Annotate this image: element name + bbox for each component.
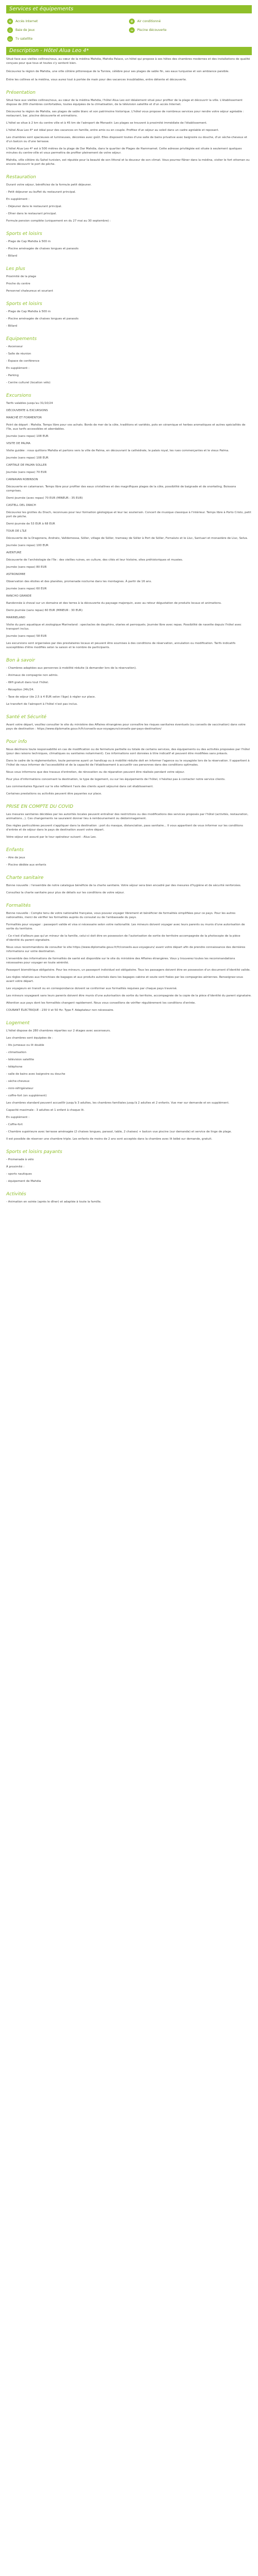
section-paragraph: Les mesures sanitaires décidées par les autorités locales peuvent entraîner des restrictions ou des modifications des services proposés par l'hôtel (activités, restauration, animations...). Ces changements ne sauraient donner lieu à remboursement ou dédommagement. — [6, 813, 249, 820]
section-paragraph: En supplément : — [6, 1116, 29, 1119]
section-sante — [6, 715, 252, 731]
section-paragraph: Les règles relatives aux franchises de bagages et aux produits autorisés dans les bagages cabine et soute sont fixées par les compagnies aériennes. Renseignez-vous avant votre départ. — [6, 976, 243, 983]
section-sports — [6, 231, 252, 258]
section-title: Excursions — [6, 393, 31, 398]
service-label: Piscine découverte — [137, 28, 167, 32]
section-charte — [6, 875, 252, 895]
section-paragraph: - Piscine aménagée de chaises longues et parasols — [6, 317, 79, 320]
section-paragraph: - salle de bains avec baignoire ou douche — [6, 1073, 66, 1076]
services-list — [6, 15, 252, 47]
section-paragraph: Demi-journée (sans repas) 60 EUR (MINEUR : 30 EUR) — [6, 609, 83, 612]
bath-icon: ♨ — [7, 27, 13, 33]
section-paragraph: Mahdia, ville côtière du Sahel tunisien, est réputée pour la beauté de son littoral et la douceur de son climat. Vous pourrez flâner dans la médina, visiter le fort ottoman ou encore découvrir le port de pêche. — [6, 159, 250, 166]
section-paragraph: L'hôtel se situe à 2 km du centre ville et à 45 km de l'aéroport de Monastir. Les plages se trouvent à proximité immédiate de l'établissement. — [6, 122, 207, 125]
section-title: Charte sanitaire — [6, 875, 44, 880]
section-paragraph: MARINELAND — [6, 616, 25, 619]
section-paragraph: Bonne nouvelle : Compte tenu de votre nationalité française, vous pouvez voyager librement et bénéficier de formalités simplifiées pour ce pays. Pour les autres nationalités, merci de vérifier les formalités auprès du consulat ou de l'ambassade du pays. — [6, 912, 236, 919]
section-paragraph: Les chambres sont équipées de : — [6, 1037, 53, 1040]
section-pourinfo — [6, 739, 252, 796]
section-paragraph: Randonnée à cheval sur un domaine et des terres à la découverte du paysage majorquin, avec au retour dégustation de produits locaux et animations. — [6, 602, 222, 605]
section-paragraph: - Ascenseur — [6, 345, 23, 348]
section-excursions — [6, 393, 252, 650]
section-paragraph: Certaines prestations ou activités peuvent être payantes sur place. — [6, 792, 102, 795]
aircon-icon: ❄ — [129, 19, 135, 24]
service-item — [7, 27, 129, 33]
section-paragraph: ASTRONOMIE — [6, 573, 26, 576]
section-paragraph: Attention aux pays dont les formalités changent rapidement. Nous vous conseillons de vérifier régulièrement les conditions d'entrée. — [6, 1002, 196, 1005]
section-paragraph: - Promenade à vélo — [6, 1158, 34, 1161]
section-paragraph: Les excursions sont organisées par des prestataires locaux et peuvent être soumises à des conditions de réservation, annulation ou modification. Tarifs indicatifs susceptibles d'être modifiés selon la saison et le nombre de participants. — [6, 642, 236, 649]
section-title: Restauration — [6, 175, 36, 180]
intro-paragraph: Découvrez la région de Mahdia, une ville côtière pittoresque de la Tunisie, célèbre pour ses plages de sable fin, ses eaux turquoise et son ambiance paisible. — [6, 70, 230, 73]
section-paragraph: Demi-journée (avec repas) 70 EUR (MINEUR : 35 EUR) — [6, 497, 83, 500]
tv-icon: ▭ — [7, 36, 13, 42]
section-paragraph: À proximité : — [6, 1165, 25, 1168]
section-paragraph: - sports nautiques — [6, 1173, 32, 1176]
section-paragraph: - Billard — [6, 255, 18, 258]
service-item — [7, 36, 129, 42]
section-paragraph: Nous vous informons que des travaux d'entretien, de rénovation ou de réparation peuvent être réalisés pendant votre séjour. — [6, 771, 185, 774]
section-title: Sports et loisirs payants — [6, 1149, 62, 1155]
section-paragraph: L'hôtel dispose de 280 chambres réparties sur 2 étages avec ascenseurs. — [6, 1029, 111, 1032]
section-equipements — [6, 336, 252, 385]
intro-paragraph: Situé face aux vieilles collines/nous, au cœur de la médina Mahdia, Mahdia Palace, un hôtel qui propose à ses hôtes des chambres modernes et des installations de qualité conçues pour que tous et toutes s'y sentent bien. — [6, 58, 250, 65]
section-paragraph: CASTELL DEL DRACH — [6, 504, 36, 507]
section-paragraph: - Piscine dédiée aux enfants — [6, 863, 46, 867]
section-paragraph: - télévision satellite — [6, 1058, 34, 1061]
section-title: Sports et loisirs — [6, 231, 42, 236]
section-paragraph: Passeport biométrique obligatoire. Pour les mineurs, un passeport individuel est obligatoire. Tous les passagers doivent être en possession d'un document d'identité valide. — [6, 969, 251, 972]
section-paragraph: Avant votre départ, veuillez consulter le site du ministère des Affaires étrangères pour connaître les risques sanitaires éventuels (ou conseils de vaccination) dans votre pays de destination : https://www.diplomatie.gouv.fr/fr/conseils-aux-voyageurs/conseils-par-pays-destination/ — [6, 723, 246, 731]
section-paragraph: VISITE DE PALMA — [6, 442, 30, 445]
wifi-icon: ≋ — [7, 19, 13, 24]
section-paragraph: - sèche-cheveux — [6, 1080, 30, 1083]
service-item — [7, 19, 129, 24]
section-paragraph: - Chambre supérieure avec terrasse aménagée (2 chaises longues, parasol, table, 2 chaises) + balcon vue piscine (sur demande) et service de linge de plage. — [6, 1130, 232, 1133]
section-paragraph: - Piscine aménagée de chaises longues et parasols — [6, 247, 79, 250]
section-paragraph: Journée (sans repas) 108 EUR — [6, 435, 49, 438]
section-paragraph: Nous déclinons toute responsabilité en cas de modification ou de fermeture partielle ou totale de certains services, des équipements ou des activités proposées par l'hôtel (pour des raisons techniques, climatiques ou sanitaires notamment). Ces informations sont données à titre indicatif et peuvent être modifiées sans préavis. — [6, 748, 250, 755]
section-paragraph: Journée (sans repas) 100 EUR — [6, 544, 49, 547]
section-paragraph: Les mineurs voyageant sans leurs parents doivent être munis d'une autorisation de sortie du territoire, accompagnée de la copie de la pièce d'identité du parent signataire. — [6, 994, 252, 997]
description-sections — [6, 90, 252, 1204]
section-paragraph: - Centre culturel (location vélo) — [6, 381, 51, 384]
section-paragraph: - lits jumeaux ou lit double — [6, 1044, 44, 1047]
section-paragraph: COURANT ÉLECTRIQUE : 230 V et 50 Hz. Type F. Adaptateur non nécessaire. — [6, 1009, 114, 1012]
section-title: Santé et Sécurité — [6, 715, 46, 720]
pool-icon: ≈ — [129, 27, 135, 33]
section-paragraph: Situé face aux vieilles collines/nous, au cœur de la médina Mahdia, l'hôtel Alua Leo est idéalement situé pour profiter de la plage et découvrir la ville. L'établissement dispose de 209 chambres confortables, toutes équipées de la climatisation, de la télévision satellite et d'un accès Internet. — [6, 99, 243, 106]
section-paragraph: CARNAVAN ROBINSON — [6, 478, 38, 481]
section-paragraph: Dans le cadre de la réglementation, toute personne ayant un handicap ou à mobilité réduite doit en informer l'agence ou le voyagiste lors de la réservation. Il appartient à l'hôtel de nous informer de l'accessibilité et de la capacité de l'établissement à accueillir ces personnes dans des conditions optimales. — [6, 759, 250, 767]
section-paragraph: - Ce n'est d'ailleurs pas qu'un mineur de la famille, celui-ci doit être en possession de l'autorisation de sortie de territoire accompagnée de la photocopie de la pièce d'identité du parent signataire. — [6, 935, 240, 942]
section-les-plus — [6, 266, 252, 293]
section-title: Formalités — [6, 903, 31, 908]
section-title: Sports et loisirs — [6, 301, 42, 307]
section-paragraph: - Parking — [6, 374, 19, 377]
section-paragraph: - climatisation — [6, 1051, 26, 1054]
section-paragraph: - Déjeuner dans le restaurant principal. — [6, 205, 62, 208]
section-enfants — [6, 848, 252, 867]
section-paragraph: Demi-journée de 53 EUR à 68 EUR — [6, 522, 55, 526]
section-paragraph: Les voyageurs en transit ou en correspondance doivent se conformer aux formalités requises par chaque pays traversé. — [6, 987, 178, 990]
intro-paragraph: Entre les collines et la médina, vous aurez tout à portée de main pour des vacances inoubliables, entre détente et découverte. — [6, 78, 187, 81]
section-paragraph: Journée (sans repas) 58 EUR — [6, 635, 47, 638]
section-paragraph: Journée (sans repas) 108 EUR — [6, 456, 49, 460]
section-paragraph: - téléphone — [6, 1065, 23, 1069]
section-paragraph: Capacité maximale : 3 adultes et 1 enfant à chaque lit. — [6, 1109, 85, 1112]
section-title: Activités — [6, 1192, 26, 1197]
section-paragraph: Tarifs valables jusqu'au 31/10/24 — [6, 402, 53, 405]
section-paragraph: - Plage de Cap Mahdia à 500 m — [6, 240, 51, 243]
section-paragraph: Visite du parc aquatique et zoologique Marineland : spectacles de dauphins, otaries et perroquets. Journée libre avec repas. Possibilité de navette depuis l'hôtel avec transport inclus. — [6, 623, 241, 631]
service-item — [129, 19, 251, 24]
section-paragraph: - Salle de réunion — [6, 352, 31, 355]
section-title: Pour info — [6, 739, 27, 744]
section-paragraph: - Taxe de séjour (de 2,5 à 4 EUR selon l'âge) à régler sur place. — [6, 696, 96, 699]
section-title: Les plus — [6, 266, 25, 272]
section-paragraph: - Animaux de compagnie non admis. — [6, 674, 59, 677]
section-paragraph: Proximité de la plage — [6, 275, 37, 278]
service-label: Baie de jeux — [15, 28, 35, 32]
section-paragraph: MARCHÉ ET FORMENTOR — [6, 416, 42, 419]
section-paragraph: - Plage de Cap Mahdia à 500 m — [6, 310, 51, 313]
section-paragraph: En supplément : — [6, 367, 29, 370]
section-sports3 — [6, 1149, 252, 1183]
section-paragraph: Nous vous recommandons de consulter le site https://www.diplomatie.gouv.fr/fr/conseils-aux-voyageurs/ avant votre départ afin de prendre connaissance des dernières informations sur votre destination. — [6, 946, 246, 953]
section-paragraph: - Réception 24h/24. — [6, 688, 34, 691]
section-presentation — [6, 90, 252, 166]
section-paragraph: Personnel chaleureux et souriant — [6, 290, 53, 293]
section-paragraph: Pour plus d'informations concernant la destination, le type de logement, ou sur les équipements de l'hôtel, n'hésitez pas à contacter notre service clients. — [6, 778, 225, 781]
section-paragraph: L'hôtel Alua Leo 4* est à 500 mètres de la plage de Dar Mahdia, dans le quartier de Plages de Hammamet. Cette adresse privilégiée est située à seulement quelques minutes du centre-ville et vous permettra de profiter pleinement de votre séjour. — [6, 147, 242, 155]
section-paragraph: - Dîner dans le restaurant principal. — [6, 212, 57, 215]
section-paragraph: - Chambres adaptées aux personnes à mobilité réduite (à demander lors de la réservation). — [6, 667, 137, 670]
section-paragraph: Découverte en catamaran. Temps libre pour profiter des eaux cristallines et des magnifiques plages de la côte, possibilité de baignade et de snorkeling. Boissons comprises. — [6, 485, 236, 493]
section-paragraph: Les chambres standard peuvent accueillir jusqu'à 3 adultes, les chambres familiales jusqu'à 2 adultes et 2 enfants. Vue mer sur demande et en supplément. — [6, 1101, 230, 1105]
section-paragraph: CAPITALE DE PALMA SOLLER — [6, 464, 47, 467]
section-title: Logement — [6, 1021, 30, 1026]
section-paragraph: Découverte de la Dragonera, Andratx, Valldemossa, Sóller, village de Sóller, tramway de Sóller à Port de Sóller, Fornalutx et le Lluc, Santuari et monastère de Lluc, Selva. — [6, 537, 248, 540]
section-paragraph: Des règles particulières peuvent s'appliquer dans la destination : port du masque, distanciation, pass sanitaire... Il vous appartient de vous informer sur les conditions d'entrée et de séjour dans le pays de destination avant votre départ. — [6, 824, 244, 832]
section-bon-savoir — [6, 658, 252, 706]
section-paragraph: Journée (sans repas) 80 EUR — [6, 566, 47, 569]
section-paragraph: Observation des étoiles et des planètes, promenade nocturne dans les montagnes. À partir de 16 ans. — [6, 580, 152, 583]
description-banner: Description - Hôtel Alua Leo 4* — [6, 47, 252, 55]
section-logement — [6, 1021, 252, 1141]
section-paragraph: Visite guidée : nous quittons Mahdia et partons vers la ville de Palma, en découvrant la cathédrale, le palais royal, les rues commerçantes et le vieux Palma. — [6, 449, 229, 452]
section-paragraph: - Coffre-fort — [6, 1123, 23, 1126]
section-title: Présentation — [6, 90, 36, 95]
services-banner: Services et équipements — [6, 5, 252, 13]
section-paragraph: En supplément : — [6, 198, 29, 201]
section-paragraph: Journée (sans repas) 70 EUR — [6, 471, 47, 474]
service-label: Accès Internet — [15, 20, 38, 23]
section-paragraph: Il est possible de réserver une chambre triple. Les enfants de moins de 2 ans sont acceptés dans la chambre avec lit bébé sur demande, gratuit. — [6, 1138, 213, 1141]
section-title: PRISE EN COMPTE DU COVID — [6, 804, 73, 809]
section-paragraph: RANCHO GRANDE — [6, 595, 31, 598]
section-paragraph: Découvrez la région de Mahdia, ses plages de sable blanc et son patrimoine historique. L'hôtel vous propose de nombreux services pour rendre votre séjour agréable : restaurant, bar, piscine découverte et animations. — [6, 110, 244, 117]
section-paragraph: DÉCOUVERTE & EXCURSIONS — [6, 409, 48, 412]
section-paragraph: - coffre-fort (en supplément) — [6, 1094, 47, 1097]
section-paragraph: TOUR DE L'ÎLE — [6, 530, 27, 533]
intro-section — [6, 57, 252, 82]
section-paragraph: Durant votre séjour, bénéficiez de la formule petit déjeuner. — [6, 183, 92, 187]
section-covid — [6, 804, 252, 839]
page-content — [0, 0, 258, 1204]
section-paragraph: - Animation en soirée (après le dîner) et adaptée à toute la famille. — [6, 1200, 102, 1204]
section-paragraph: - Billard — [6, 325, 18, 328]
section-paragraph: Votre séjour est assuré par le tour opérateur suivant : Alua Leo. — [6, 836, 96, 839]
section-paragraph: Formule pension complète (uniquement en du 27 mai au 30 septembre) : — [6, 219, 111, 223]
section-paragraph: - Wifi gratuit dans tout l'hôtel. — [6, 681, 49, 684]
section-paragraph: - équipement de Mahdia — [6, 1180, 41, 1183]
section-paragraph: Bonne nouvelle : l'ensemble de notre catalogue bénéficie de la charte sanitaire. Votre séjour sera bien encadré par des mesures d'hygiène et de sécurité renforcées. — [6, 884, 241, 887]
section-paragraph: AVENTURE — [6, 551, 22, 554]
section-paragraph: Le transfert de l'aéroport à l'hôtel n'est pas inclus. — [6, 703, 78, 706]
section-paragraph: Proche du centre — [6, 282, 30, 285]
section-title: Equipements — [6, 336, 37, 342]
section-paragraph: - Aire de jeux — [6, 856, 25, 859]
service-item — [129, 27, 251, 33]
section-paragraph: - mini-réfrigérateur — [6, 1087, 34, 1090]
section-paragraph: L'hôtel Alua Leo 4* est idéal pour des vacances en famille, entre amis ou en couple. Profitez d'un séjour au soleil dans un cadre agréable et reposant. — [6, 129, 219, 132]
section-paragraph: Les chambres sont spacieuses et lumineuses, décorées avec goût. Elles disposent toutes d'une salle de bains privative avec baignoire ou douche, d'un sèche-cheveux et d'un balcon ou d'une terrasse. — [6, 136, 247, 143]
section-paragraph: Journée (sans repas) 60 EUR — [6, 587, 47, 590]
service-label: Tv satellite — [15, 37, 33, 41]
section-title: Bon à savoir — [6, 658, 35, 663]
section-restauration — [6, 175, 252, 223]
section-paragraph: Découverte de l'archéologie de l'île : des vieilles ruines, en culture, des cités et leur histoire, sites préhistoriques et musées. — [6, 558, 183, 562]
section-title: Enfants — [6, 848, 24, 853]
service-label: Air conditionné — [137, 20, 161, 23]
section-paragraph: Découvrez les grottes du Drach, reconnues pour leur formation géologique et leur lac souterrain. Concert de musique classique à l'intérieur. Temps libre à Porto Cristo, petit port de pêche. — [6, 511, 251, 518]
section-paragraph: L'ensemble des informations de formalités de santé est disponible sur le site du ministère des Affaires étrangères. Vous y trouverez toutes les recommandations nécessaires pour voyager en toute sérénité. — [6, 957, 235, 964]
section-paragraph: - Petit déjeuner au buffet du restaurant principal. — [6, 191, 76, 194]
section-paragraph: Formalités pour voyager : passeport valide et visa si nécessaire selon votre nationalité. Les mineurs doivent voyager avec leurs parents ou munis d'une autorisation de sortie du territoire. — [6, 923, 245, 930]
section-sports2 — [6, 301, 252, 328]
section-formalites — [6, 903, 252, 1012]
section-paragraph: Consultez la charte sanitaire pour plus de détails sur les conditions de votre séjour. — [6, 891, 125, 894]
section-activites — [6, 1192, 252, 1204]
section-paragraph: Les commentaires figurant sur le site reflètent l'avis des clients ayant séjourné dans cet établissement. — [6, 785, 154, 788]
section-paragraph: - Espace de conférence — [6, 360, 40, 363]
section-paragraph: Point de départ : Mahdia. Temps libre pour vos achats. Bords de mer de la côte, traditions et variétés, pots en céramique et herbes aromatiques et autres spécialités de l'île, aux tarifs accessibles et abordables. — [6, 423, 246, 431]
